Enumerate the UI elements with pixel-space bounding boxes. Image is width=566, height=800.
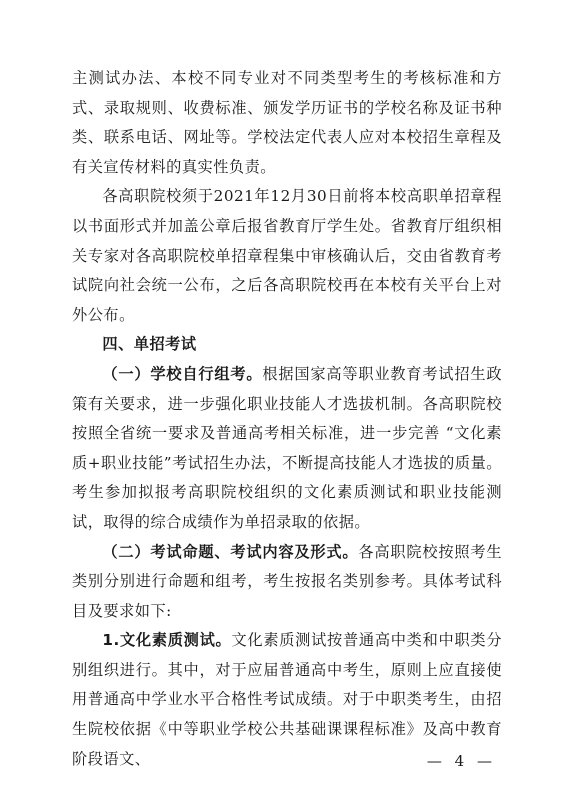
paragraph-exam-content xyxy=(72,538,502,627)
page-number: — 4 — xyxy=(426,752,496,770)
paragraph-text: 根据国家高等职业教育考试招生政策有关要求，进一步强化职业技能人才选拔机制。各高职院校按照全省统一要求及普通高考相关标准，进一步完善 “文化素质+职业技能”考试招生办法，不断提高技能人才选拔的质量。考生参加拟报考高职院校组织的文化素质测试和职业技能测试，取得的综合成绩作为单招录取的依据。 xyxy=(72,364,503,531)
paragraph-continuation: 主测试办法、本校不同专业对不同类型考生的考核标准和方式、录取规则、收费标准、颁发学历证书的学校名称及证书种类、联系电话、网址等。学校法定代表人应对本校招生章程及有关宣传材料的真实性负责。 xyxy=(72,69,502,176)
paragraph-text: 各高职院校按照考生类别分别进行命题和组考，考生按报名类别参考。具体考试科目及要求如下: xyxy=(72,542,503,620)
paragraph-submission-deadline: 各高职院校须于2021年12月30日前将本校高职单招章程以书面形式并加盖公章后报省教育厅学生处。省教育厅组织相关专家对各高职院校单招章程集中审核确认后，交由省教育考试院向社会统一公布，之后各高职院校再在本校有关平台上对外公布。 xyxy=(72,187,502,324)
subheading-school-organized: （一）学校自行组考。 xyxy=(102,364,263,383)
paragraph-text: 文化素质测试按普通高中类和中职类分别组织进行。其中，对于应届普通高中考生，原则上应直接使用普通高中学业水平合格性考试成绩。对于中职类考生，由招生院校依据《中等职业学校公共基础课课程标准》及高中教育阶段语文、 xyxy=(72,631,502,768)
body-text xyxy=(72,64,502,774)
subheading-exam-content: （二）考试命题、考试内容及形式。 xyxy=(102,542,359,561)
section-heading-single-exam: 四、单招考试 xyxy=(102,335,197,354)
paragraph-school-organized-exam xyxy=(72,360,502,538)
subheading-cultural-test: 1.文化素质测试。 xyxy=(102,631,232,650)
